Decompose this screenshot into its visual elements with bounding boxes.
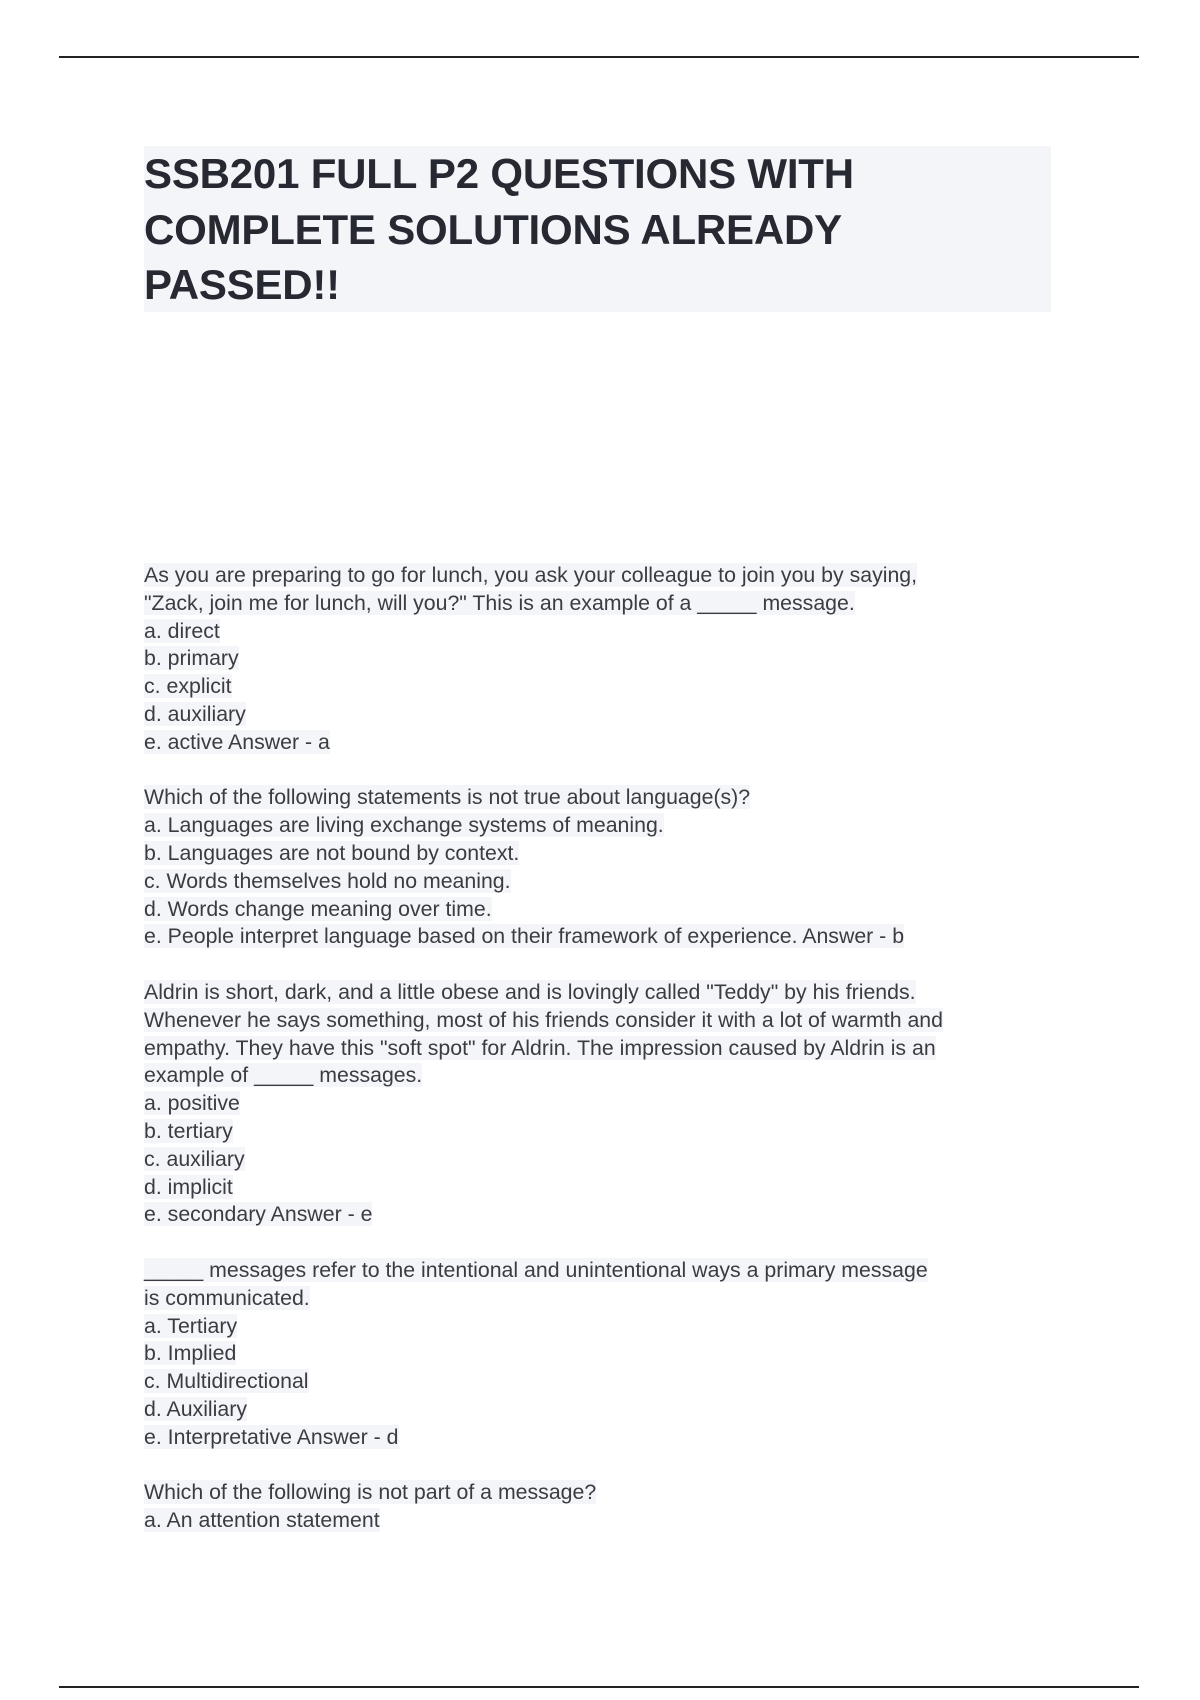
line-text: is communicated. xyxy=(144,1285,310,1310)
question-block xyxy=(144,1479,1064,1535)
line-text: b. Implied xyxy=(144,1341,237,1366)
bottom-rule xyxy=(59,1686,1139,1688)
question-list xyxy=(144,562,1064,1563)
line-text: e. Interpretative Answer - d xyxy=(144,1424,399,1449)
question-line xyxy=(144,812,1064,840)
question-block xyxy=(144,562,1064,757)
line-text: d. implicit xyxy=(144,1174,233,1199)
question-line xyxy=(144,1118,1064,1146)
question-line xyxy=(144,1174,1064,1202)
line-text: b. Languages are not bound by context. xyxy=(144,840,520,865)
question-line xyxy=(144,1035,1064,1063)
question-line xyxy=(144,673,1064,701)
question-line xyxy=(144,1285,1064,1313)
line-text: empathy. They have this "soft spot" for Aldrin. The impression caused by Aldrin is an xyxy=(144,1035,936,1060)
question-line xyxy=(144,1313,1064,1341)
line-text: Which of the following is not part of a message? xyxy=(144,1480,597,1505)
line-text: a. An attention statement xyxy=(144,1508,380,1533)
document-title xyxy=(144,146,1051,312)
question-line xyxy=(144,590,1064,618)
line-text: example of _____ messages. xyxy=(144,1063,423,1088)
question-block xyxy=(144,1257,1064,1452)
question-line xyxy=(144,1201,1064,1229)
question-line xyxy=(144,896,1064,924)
line-text: e. active Answer - a xyxy=(144,729,330,754)
line-text: d. auxiliary xyxy=(144,701,246,726)
line-text: Which of the following statements is not true about language(s)? xyxy=(144,785,751,810)
line-text: a. positive xyxy=(144,1091,240,1116)
question-line xyxy=(144,729,1064,757)
line-text: Whenever he says something, most of his friends consider it with a lot of warmth and xyxy=(144,1007,943,1032)
line-text: c. auxiliary xyxy=(144,1146,245,1171)
question-line xyxy=(144,923,1064,951)
question-line xyxy=(144,1090,1064,1118)
line-text: "Zack, join me for lunch, will you?" This is an example of a _____ message. xyxy=(144,590,855,615)
top-rule xyxy=(59,56,1139,58)
question-line xyxy=(144,1146,1064,1174)
line-text: e. People interpret language based on their framework of experience. Answer - b xyxy=(144,924,905,949)
question-line xyxy=(144,645,1064,673)
question-line xyxy=(144,840,1064,868)
question-block xyxy=(144,979,1064,1229)
question-block xyxy=(144,784,1064,951)
line-text: a. Languages are living exchange systems of meaning. xyxy=(144,813,664,838)
title-line: PASSED!! xyxy=(144,261,340,308)
line-text: As you are preparing to go for lunch, you ask your colleague to join you by saying, xyxy=(144,563,918,587)
question-line xyxy=(144,1062,1064,1090)
question-line xyxy=(144,1396,1064,1424)
question-text-line xyxy=(144,562,1064,590)
line-text: c. Multidirectional xyxy=(144,1369,309,1394)
line-text: b. tertiary xyxy=(144,1118,233,1143)
title-line: SSB201 FULL P2 QUESTIONS WITH xyxy=(144,150,854,197)
question-text-line xyxy=(144,1479,1064,1507)
line-text: e. secondary Answer - e xyxy=(144,1202,373,1227)
question-line xyxy=(144,1340,1064,1368)
line-text: b. primary xyxy=(144,646,239,671)
line-text: c. Words themselves hold no meaning. xyxy=(144,868,511,893)
question-line xyxy=(144,1368,1064,1396)
line-text: c. explicit xyxy=(144,674,232,699)
question-line xyxy=(144,1424,1064,1452)
line-text: d. Auxiliary xyxy=(144,1396,247,1421)
question-text-line xyxy=(144,784,1064,812)
question-line xyxy=(144,1507,1064,1535)
question-line xyxy=(144,701,1064,729)
line-text: a. Tertiary xyxy=(144,1313,238,1338)
question-text-line xyxy=(144,979,1064,1007)
line-text: Aldrin is short, dark, and a little obese and is lovingly called "Teddy" by his friends. xyxy=(144,979,916,1004)
line-text: d. Words change meaning over time. xyxy=(144,896,492,921)
question-line xyxy=(144,1007,1064,1035)
line-text: a. direct xyxy=(144,618,220,643)
question-text-line xyxy=(144,1257,1064,1285)
line-text: _____ messages refer to the intentional and unintentional ways a primary message xyxy=(144,1257,928,1282)
title-line: COMPLETE SOLUTIONS ALREADY xyxy=(144,205,842,253)
question-line xyxy=(144,868,1064,896)
question-line xyxy=(144,618,1064,646)
